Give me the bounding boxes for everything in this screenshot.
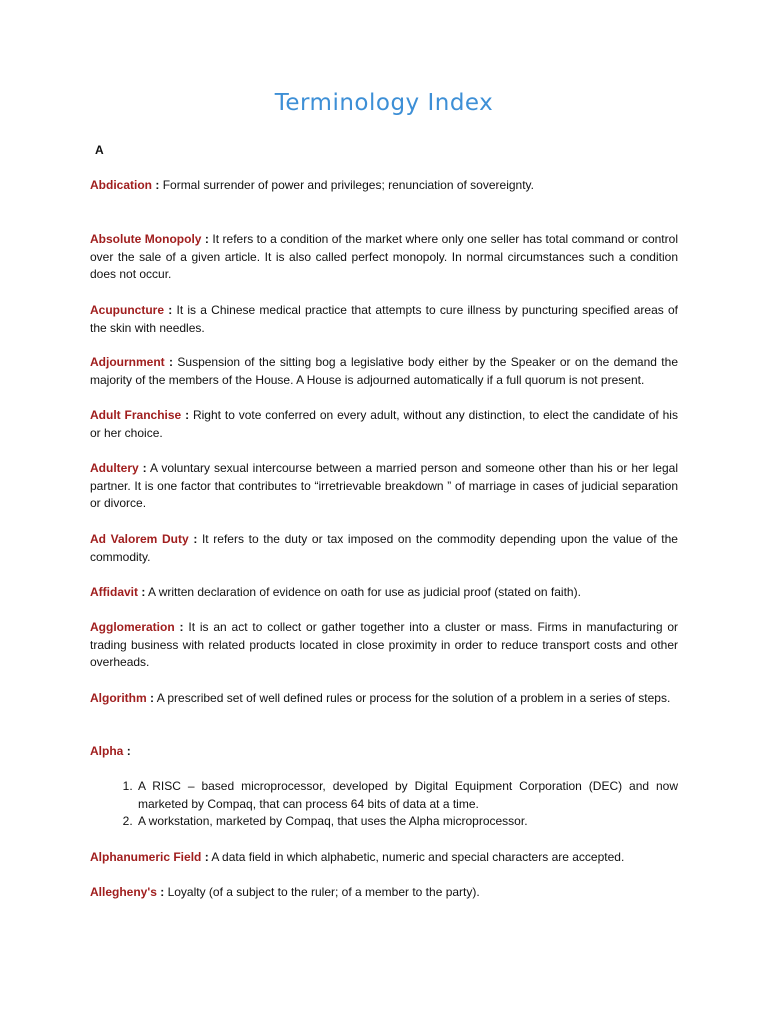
- term-definition: Formal surrender of power and privileges; renunciation of sovereignty.: [162, 178, 534, 192]
- term-definition: A prescribed set of well defined rules or process for the solution of a problem in a series of steps.: [156, 691, 671, 705]
- term-label: Adult Franchise: [90, 408, 182, 422]
- entry-abdication: [90, 177, 678, 195]
- entry-alphanumeric-field: [90, 849, 678, 867]
- entry-affidavit: [90, 584, 678, 602]
- term-definition: A data field in which alphabetic, numeric and special characters are accepted.: [211, 850, 625, 864]
- term-label: Agglomeration: [90, 620, 175, 634]
- term-label: Alpha: [90, 744, 124, 758]
- term-definition: Right to vote conferred on every adult, without any distinction, to elect the candidate of his or her choice.: [90, 408, 678, 440]
- term-definition: Loyalty (of a subject to the ruler; of a member to the party).: [167, 885, 480, 899]
- term-definition: It refers to the duty or tax imposed on the commodity depending upon the value of the commodity.: [90, 532, 678, 564]
- page-title: Terminology Index: [274, 90, 494, 116]
- term-label: Ad Valorem Duty: [90, 532, 189, 546]
- term-label: Adultery: [90, 461, 139, 475]
- term-separator: :: [141, 585, 146, 599]
- term-label: Acupuncture: [90, 303, 165, 317]
- section-letter: A: [95, 143, 104, 157]
- entry-ad-valorem-duty: [90, 531, 678, 566]
- term-label: Abdication: [90, 178, 152, 192]
- term-separator: :: [150, 691, 155, 705]
- entry-adultery: [90, 460, 678, 513]
- term-label: Affidavit: [90, 585, 138, 599]
- term-definition: A voluntary sexual intercourse between a married person and someone other than his or her legal partner. It is one factor that contributes to “irretrievable breakdown ” of marriage in cases of judicial separation or divorce.: [90, 461, 678, 510]
- entry-acupuncture: [90, 302, 678, 337]
- term-separator: :: [126, 744, 131, 758]
- term-definition: It is a Chinese medical practice that attempts to cure illness by puncturing specified areas of the skin with needles.: [90, 303, 679, 335]
- entry-allegheny: [90, 884, 678, 902]
- term-separator: :: [193, 532, 198, 546]
- term-separator: :: [185, 408, 190, 422]
- term-separator: :: [160, 885, 165, 899]
- term-label: Adjournment: [90, 355, 165, 369]
- term-label: Alphanumeric Field: [90, 850, 202, 864]
- list-item: 1. A RISC – based microprocessor, developed by Digital Equipment Corporation (DEC) and now marketed by Compaq, that can process 64 bits of data at a time.: [136, 778, 678, 813]
- term-definition: It is an act to collect or gather together into a cluster or mass. Firms in manufacturing or trading business with related products located in close proximity in order to reduce transport costs and other overheads.: [90, 620, 679, 669]
- entry-algorithm: [90, 690, 678, 708]
- entry-adjournment: [90, 354, 678, 389]
- term-separator: :: [142, 461, 147, 475]
- alpha-definition-list: [90, 778, 678, 831]
- list-item: 2. A workstation, marketed by Compaq, that uses the Alpha microprocessor.: [136, 813, 678, 831]
- term-separator: :: [204, 850, 209, 864]
- term-label: Absolute Monopoly: [90, 232, 202, 246]
- term-separator: :: [204, 232, 209, 246]
- term-separator: :: [179, 620, 184, 634]
- term-definition: A written declaration of evidence on oath for use as judicial proof (stated on faith).: [148, 585, 581, 599]
- entry-adult-franchise: [90, 407, 678, 442]
- entry-agglomeration: [90, 619, 678, 672]
- term-separator: :: [168, 303, 173, 317]
- term-definition: Suspension of the sitting bog a legislative body either by the Speaker or on the demand the majority of the members of the House. A House is adjourned automatically if a full quorum is not present.: [90, 355, 678, 387]
- entry-alpha: [90, 743, 678, 761]
- term-label: Allegheny's: [90, 885, 157, 899]
- entry-absolute-monopoly: [90, 231, 678, 284]
- term-label: Algorithm: [90, 691, 147, 705]
- term-separator: :: [155, 178, 160, 192]
- term-separator: :: [169, 355, 174, 369]
- term-definition: It refers to a condition of the market where only one seller has total command or control over the sale of a given article. It is also called perfect monopoly. In normal circumstances such a condition does not occur.: [90, 232, 678, 281]
